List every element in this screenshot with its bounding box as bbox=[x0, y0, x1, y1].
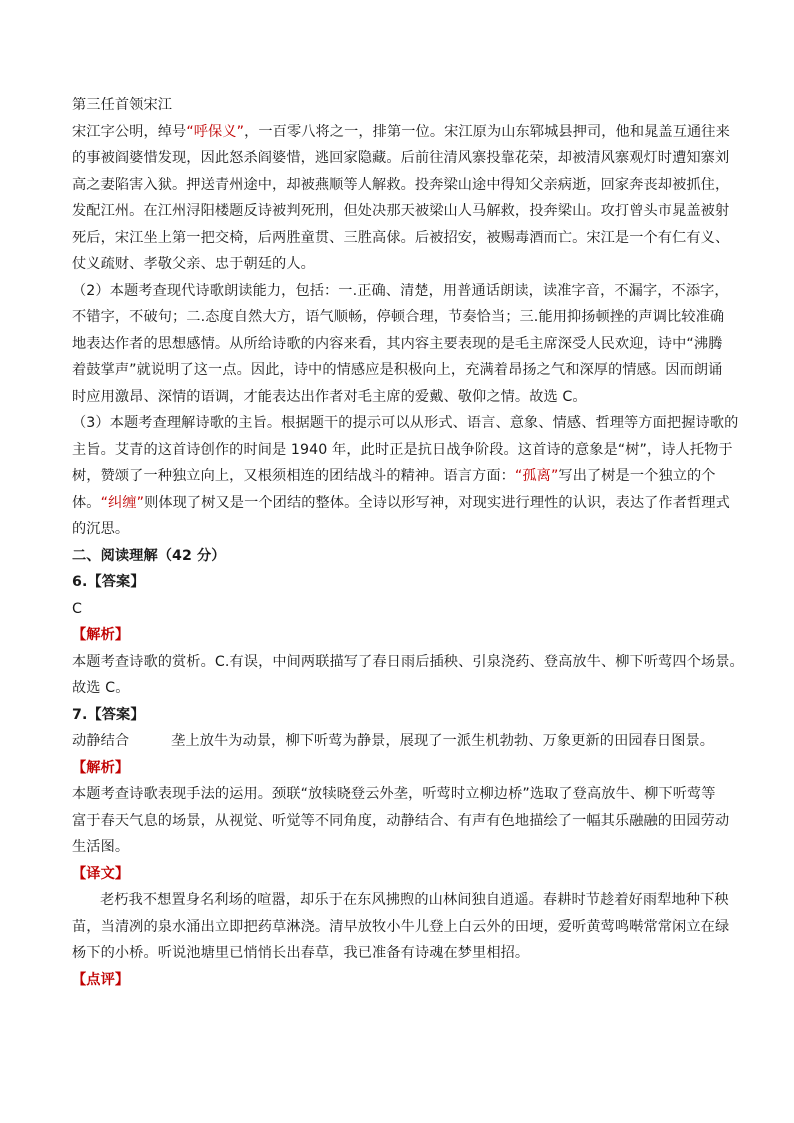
translation-line: 杨下的小桥。听说池塘里已悄悄长出春草，我已准备有诗魂在梦里相招。 bbox=[72, 945, 530, 961]
text-line: 主旨。艾青的这首诗创作的时间是 1940 年，此时正是抗日战争阶段。这首诗的意象是“树”，诗人托物于 bbox=[72, 441, 733, 458]
text-line: 着鼓掌声”就说明了这一点。因此，诗中的情感应是积极向上，充满着昂扬之气和深厚的情感。因而朗诵 bbox=[72, 362, 723, 378]
text-span: 宋江字公明，绰号 bbox=[72, 123, 187, 140]
text-line: 的沉思。 bbox=[72, 521, 130, 537]
text-line: 高之妻陷害入狱。押送青州途中，却被燕顺等人解救。投奔梁山途中得知父亲病逝，回家奔丧却被抓住， bbox=[72, 176, 730, 193]
text-span: 写出了树是一个独立的个 bbox=[558, 468, 716, 484]
text-line: 富于春天气息的场景，从视觉、听觉等不同角度，动静结合、有声有色地描绘了一幅其乐融融的田园劳动 bbox=[72, 812, 730, 829]
answer-explanation: 垄上放牛为动景，柳下听莺为静景，展现了一派生机勃勃、万象更新的田园春日图景。 bbox=[171, 733, 715, 749]
document-page bbox=[72, 92, 744, 993]
answer-label: 7.【答案】 bbox=[72, 706, 145, 723]
comment-label: 【点评】 bbox=[72, 971, 130, 988]
text-line: 故选 C。 bbox=[72, 680, 130, 696]
text-line: 时应用激昂、深情的语调，才能表达出作者对毛主席的爱戴、敬仰之情。故选 C。 bbox=[72, 388, 587, 405]
section-title-reading: 二、阅读理解（42 分） bbox=[72, 547, 226, 564]
highlight-quote: “孤离” bbox=[514, 468, 559, 484]
paragraph-question-2 bbox=[72, 278, 729, 411]
translation-label: 【译文】 bbox=[72, 865, 130, 882]
text-line: （2）本题考查现代诗歌朗读能力，包括：一.正确、清楚，用普通话朗读，读准字音，不漏字，不添字， bbox=[72, 282, 729, 299]
translation-line: 苗，当清冽的泉水涌出立即把药草淋浇。清早放牧小牛儿登上白云外的田埂，爱听黄莺鸣啭常常闲立在绿 bbox=[72, 918, 730, 935]
answer-label: 6.【答案】 bbox=[72, 574, 145, 590]
answer-value bbox=[72, 728, 722, 755]
text-span: 则体现了树又是一个团结的整体。全诗以形写神，对现实进行理性的认识，表达了作者哲理式 bbox=[144, 494, 730, 511]
question-6 bbox=[72, 569, 744, 702]
paragraph-song-jiang bbox=[72, 119, 730, 278]
analysis-label: 【解析】 bbox=[72, 627, 130, 643]
text-line: 发配江州。在江州浔阳楼题反诗被判死刑，但处决那天被梁山人马解救，投奔梁山。攻打曾头市晁盖被射 bbox=[72, 203, 730, 219]
text-line: 仗义疏财、孝敬父亲、忠于朝廷的人。 bbox=[72, 256, 315, 272]
text-line: 本题考查诗歌的赏析。C.有误，中间两联描写了春日雨后插秧、引泉浇药、登高放牛、柳下听莺四个场景。 bbox=[72, 653, 744, 670]
analysis-label: 【解析】 bbox=[72, 759, 130, 776]
answer-term: 动静结合 bbox=[72, 733, 130, 749]
highlight-quote: “呼保义” bbox=[186, 123, 245, 140]
text-line: 不错字，不破句；二.态度自然大方，语气顺畅，停顿合理，节奏恰当；三.能用抑扬顿挫的声调比较准确 bbox=[72, 309, 725, 325]
text-line: （3）本题考查理解诗歌的主旨。根据题干的提示可以从形式、语言、意象、情感、哲理等方面把握诗歌的 bbox=[72, 415, 739, 431]
text-line bbox=[72, 119, 730, 146]
section-heading: 第三任首领宋江 bbox=[72, 97, 173, 113]
text-line: 本题考查诗歌表现手法的运用。颈联“放犊晓登云外垄，听莺时立柳边桥”选取了登高放牛、柳下听莺等 bbox=[72, 786, 716, 802]
text-line bbox=[72, 463, 722, 490]
text-line: 死后，宋江坐上第一把交椅，后两胜童贯、三胜高俅。后被招安，被赐毒酒而亡。宋江是一个有仁有义、 bbox=[72, 229, 730, 246]
text-line: 地表达作者的思想感情。从所给诗歌的内容来看，其内容主要表现的是毛主席深受人民欢迎，诗中“沸腾 bbox=[72, 335, 723, 352]
text-span: 体。 bbox=[72, 494, 101, 511]
translation-line: 老朽我不想置身名利场的喧嚣，却乐于在东风拂煦的山林间独自逍遥。春耕时节趁着好雨犁地种下秧 bbox=[100, 892, 729, 908]
question-7 bbox=[72, 702, 730, 994]
text-span: ，一百零八将之一，排第一位。宋江原为山东郓城县押司，他和晁盖互通往来 bbox=[244, 123, 730, 140]
text-span: 树，赞颂了一种独立向上，又根须相连的团结战斗的精神。语言方面： bbox=[72, 468, 515, 484]
highlight-quote: “纠缠” bbox=[100, 494, 145, 511]
text-line: 生活图。 bbox=[72, 839, 130, 855]
text-line: 的事被阎婆惜发现，因此怒杀阎婆惜，逃回家隐藏。后前往清风寨投靠花荣，却被清风寨观灯时遭知寨刘 bbox=[72, 150, 730, 166]
paragraph-question-3 bbox=[72, 410, 739, 543]
answer-value: C bbox=[72, 600, 83, 617]
text-line bbox=[72, 490, 730, 517]
